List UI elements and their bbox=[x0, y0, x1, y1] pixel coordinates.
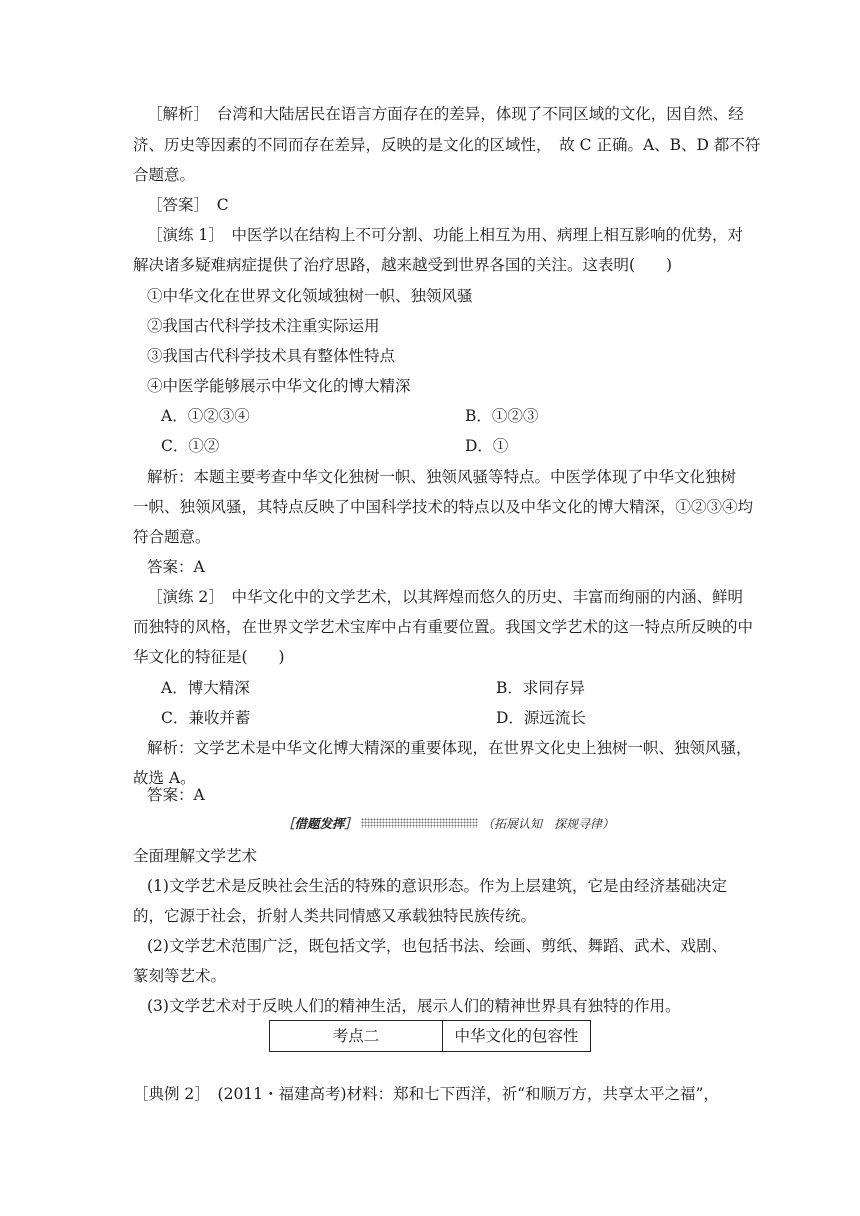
extend-point: (2)文学艺术范围广泛，既包括文学，也包括书法、绘画、剪纸、舞蹈、武术、戏剧、 bbox=[147, 937, 727, 955]
practice1-analysis: 一帜、独领风骚，其特点反映了中国科学技术的特点以及中华文化的博大精深，①②③④均 bbox=[133, 498, 754, 516]
analysis-line: 济、历史等因素的不同而存在差异，反映的是文化的区域性， 故 C 正确。A、B、D 都不符 bbox=[133, 136, 761, 154]
option-d: D．① bbox=[465, 437, 509, 455]
practice1-answer: 答案：A bbox=[147, 558, 205, 576]
banner-label: ［借题发挥］ bbox=[282, 816, 358, 831]
practice1-analysis: 符合题意。 bbox=[133, 528, 211, 546]
practice2-stem: 华文化的特征是( ) bbox=[133, 648, 285, 666]
option-b: B．求同存异 bbox=[496, 679, 585, 697]
option-c: C．兼收并蓄 bbox=[161, 709, 251, 727]
topic-name: 中华文化的包容性 bbox=[443, 1021, 591, 1052]
practice2-analysis: 故选 A。 bbox=[133, 769, 196, 787]
topic-label: 考点二 bbox=[270, 1021, 443, 1052]
option-a: A．①②③④ bbox=[161, 407, 250, 425]
practice1-stem: ［演练 1］ 中医学以在结构上不可分割、功能上相互为用、病理上相互影响的优势，对 bbox=[147, 226, 744, 244]
topic-table bbox=[269, 1020, 591, 1052]
practice2-stem: 而独特的风格，在世界文学艺术宝库中占有重要位置。我国文学艺术的这一特点所反映的中 bbox=[133, 618, 754, 636]
option-d: D．源远流长 bbox=[496, 709, 586, 727]
statement-4: ④中医学能够展示中华文化的博大精深 bbox=[147, 377, 411, 395]
example2-line: ［典例 2］ (2011・福建高考)材料：郑和七下西洋，祈“和顺万方，共享太平之福”， bbox=[133, 1085, 719, 1103]
statement-3: ③我国古代科学技术具有整体性特点 bbox=[147, 347, 396, 365]
option-c: C．①② bbox=[161, 437, 220, 455]
banner-subtitle: （拓展认知 探规寻律） bbox=[481, 816, 614, 831]
statement-2: ②我国古代科学技术注重实际运用 bbox=[147, 317, 380, 335]
section-banner bbox=[282, 813, 614, 833]
analysis-line: 合题意。 bbox=[133, 166, 196, 184]
option-a: A．博大精深 bbox=[161, 679, 250, 697]
practice2-answer: 答案：A bbox=[147, 786, 205, 804]
practice1-stem: 解决诸多疑难病症提供了治疗思路，越来越受到世界各国的关注。这表明( ) bbox=[133, 256, 673, 274]
extend-point: (3)文学艺术对于反映人们的精神生活，展示人们的精神世界具有独特的作用。 bbox=[147, 997, 681, 1015]
extend-point: 篆刻等艺术。 bbox=[133, 967, 227, 985]
answer-line: ［答案］ C bbox=[147, 196, 229, 214]
banner-divider bbox=[361, 818, 478, 828]
practice2-analysis: 解析：文学艺术是中华文化博大精深的重要体现，在世界文化史上独树一帜、独领风骚， bbox=[147, 739, 752, 757]
extend-point: 的，它源于社会，折射人类共同情感又承载独特民族传统。 bbox=[133, 907, 537, 925]
analysis-line: ［解析］ 台湾和大陆居民在语言方面存在的差异，体现了不同区域的文化，因自然、经 bbox=[147, 105, 744, 123]
statement-1: ①中华文化在世界文化领域独树一帜、独领风骚 bbox=[147, 287, 473, 305]
practice1-analysis: 解析：本题主要考查中华文化独树一帜、独领风骚等特点。中医学体现了中华文化独树 bbox=[147, 468, 737, 486]
option-b: B．①②③ bbox=[465, 407, 539, 425]
extend-title: 全面理解文学艺术 bbox=[133, 847, 258, 865]
extend-point: (1)文学艺术是反映社会生活的特殊的意识形态。作为上层建筑，它是由经济基础决定 bbox=[147, 877, 727, 895]
practice2-stem: ［演练 2］ 中华文化中的文学艺术，以其辉煌而悠久的历史、丰富而绚丽的内涵、鲜明 bbox=[147, 588, 744, 606]
